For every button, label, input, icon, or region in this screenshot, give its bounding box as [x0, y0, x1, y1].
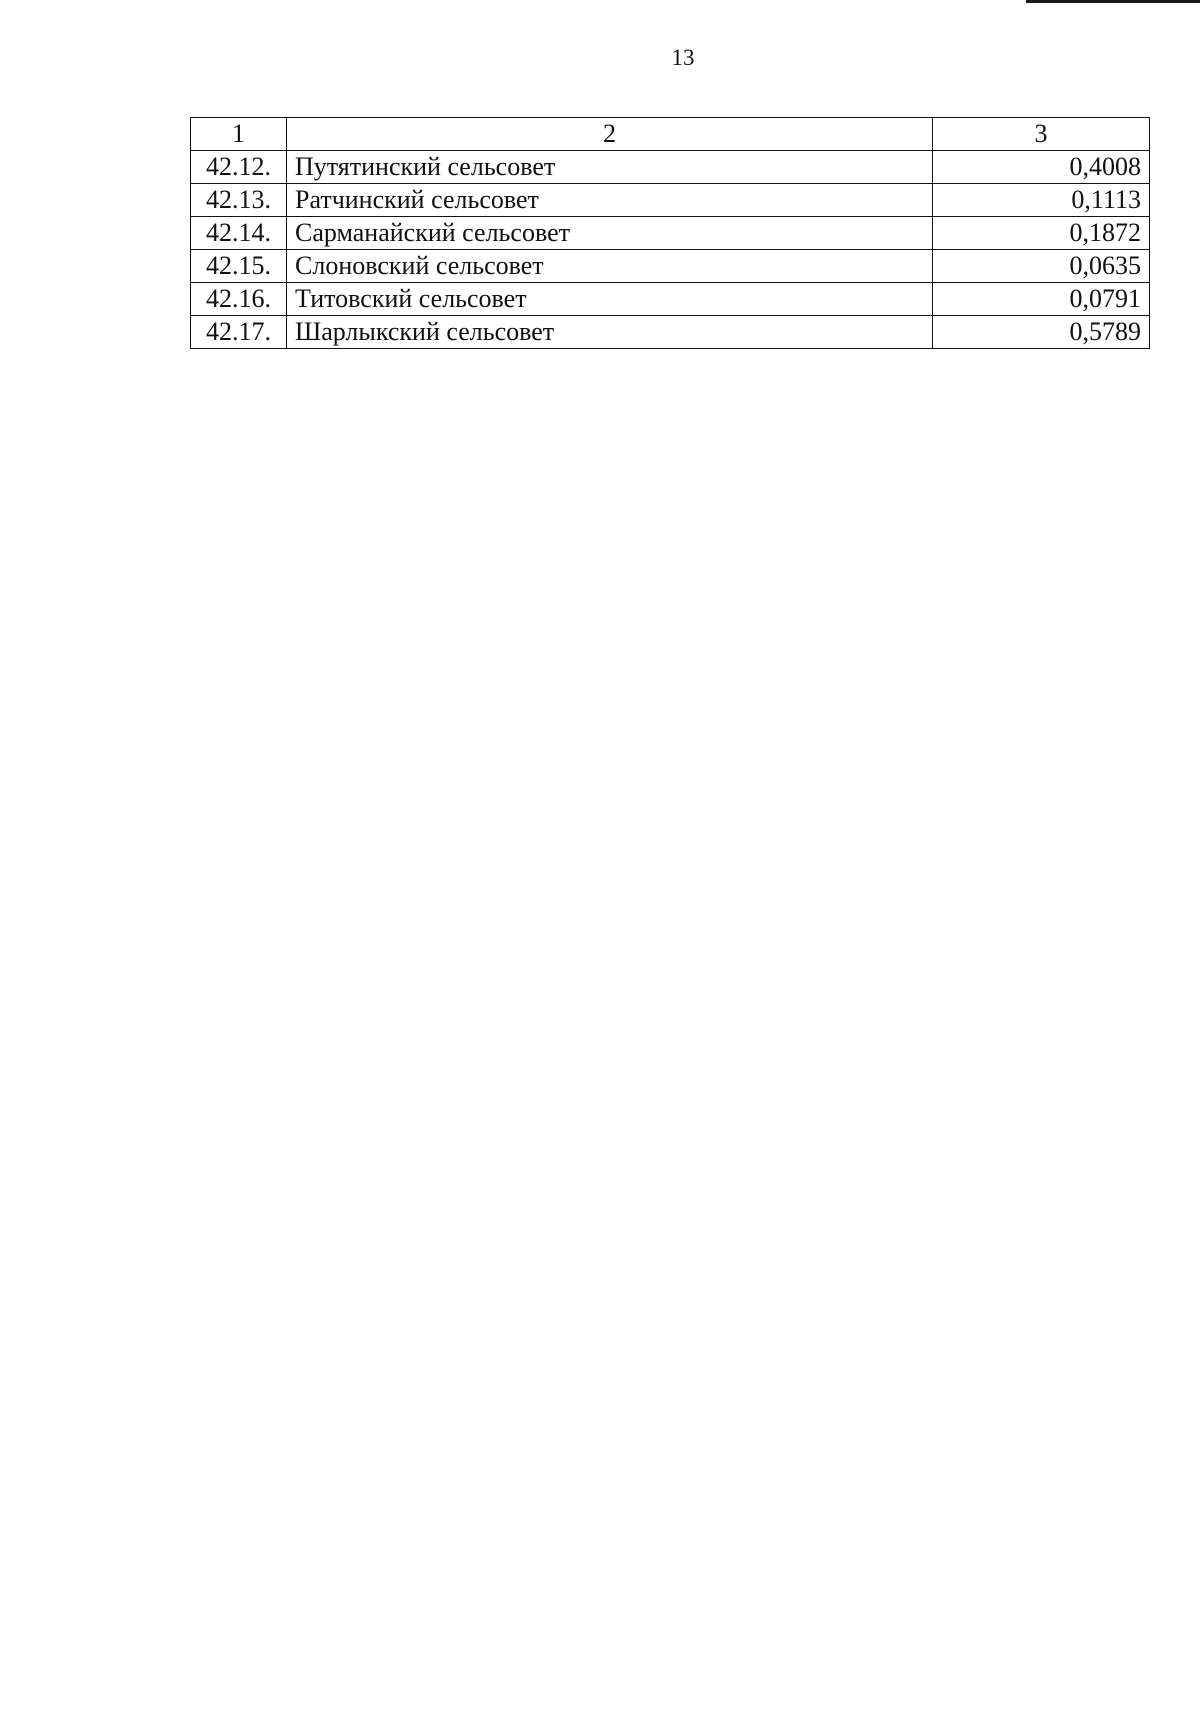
table-header-row	[191, 118, 1150, 151]
row-number: 42.17.	[191, 316, 287, 349]
column-header: 1	[191, 118, 287, 151]
row-number: 42.16.	[191, 283, 287, 316]
row-name: Титовский сельсовет	[287, 283, 933, 316]
table-row	[191, 283, 1150, 316]
row-name: Ратчинский сельсовет	[287, 184, 933, 217]
row-value: 0,0635	[933, 250, 1150, 283]
row-number: 42.13.	[191, 184, 287, 217]
table-row	[191, 316, 1150, 349]
table-row	[191, 217, 1150, 250]
column-header: 2	[287, 118, 933, 151]
row-value: 0,0791	[933, 283, 1150, 316]
row-number: 42.14.	[191, 217, 287, 250]
row-name: Слоновский сельсовет	[287, 250, 933, 283]
row-number: 42.12.	[191, 151, 287, 184]
row-name: Путятинский сельсовет	[287, 151, 933, 184]
table-row	[191, 250, 1150, 283]
row-name: Сарманайский сельсовет	[287, 217, 933, 250]
data-table	[190, 117, 1150, 349]
row-value: 0,1872	[933, 217, 1150, 250]
row-name: Шарлыкский сельсовет	[287, 316, 933, 349]
row-number: 42.15.	[191, 250, 287, 283]
top-edge-rule	[1026, 0, 1200, 3]
row-value: 0,5789	[933, 316, 1150, 349]
row-value: 0,4008	[933, 151, 1150, 184]
table-row	[191, 151, 1150, 184]
row-value: 0,1113	[933, 184, 1150, 217]
column-header: 3	[933, 118, 1150, 151]
page-number: 13	[671, 45, 695, 70]
table-row	[191, 184, 1150, 217]
